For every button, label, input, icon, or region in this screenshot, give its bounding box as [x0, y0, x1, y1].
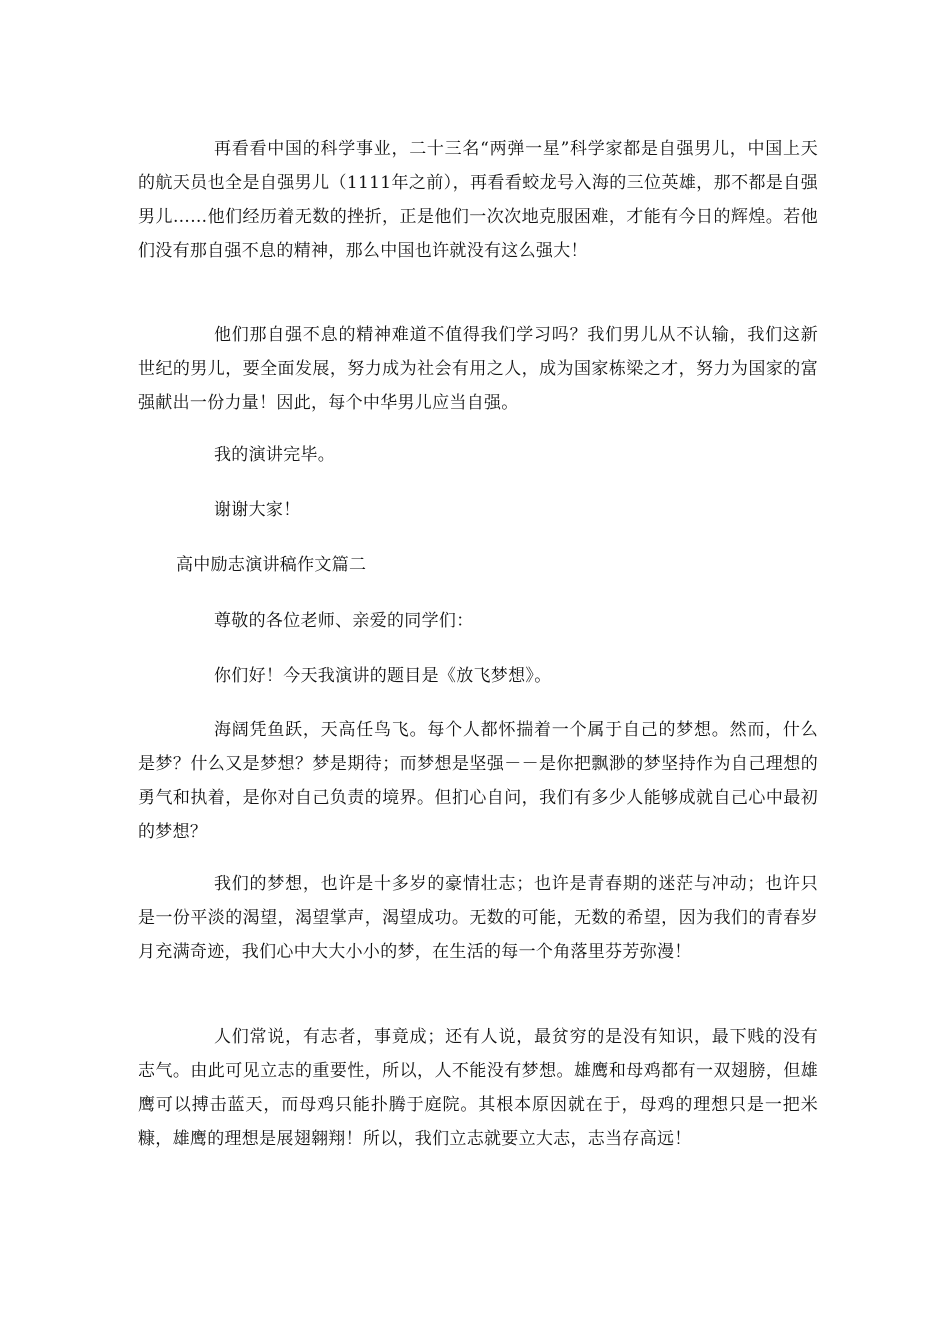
- paragraph-closing: 我的演讲完毕。: [214, 445, 336, 465]
- paragraph-thanks: 谢谢大家！: [214, 500, 301, 520]
- paragraph-science: 再看看中国的科学事业，二十三名“两弹一星”科学家都是自强男儿，中国上天的航天员也全是自强男儿（1111年之前），再看看蛟龙号入海的三位英雄，那不都是自强男儿……他们经历着无数的挫折，正是他们一次次地克服困难，才能有今日的辉煌。若他们没有那自强不息的精神，那么中国也许就没有这么强大！: [138, 139, 818, 261]
- paragraph-our-dreams: 我们的梦想，也许是十多岁的豪情壮志；也许是青春期的迷茫与冲动；也许只是一份平淡的渴望，渴望掌声，渴望成功。无数的可能，无数的希望，因为我们的青春岁月充满奇迹，我们心中大大小小的梦，在生活的每一个角落里芬芳弥漫！: [138, 874, 818, 962]
- section-title: 高中励志演讲稿作文篇二: [176, 555, 367, 575]
- paragraph-ambition: 人们常说，有志者，事竟成；还有人说，最贫穷的是没有知识，最下贱的没有志气。由此可见立志的重要性，所以，人不能没有梦想。雄鹰和母鸡都有一双翅膀，但雄鹰可以搏击蓝天，而母鸡只能扑腾于庭院。其根本原因就在于，母鸡的理想只是一把米糠，雄鹰的理想是展翅翱翔！所以，我们立志就要立大志，志当存高远！: [138, 1027, 818, 1149]
- paragraph-dream-intro: 海阔凭鱼跃，天高任鸟飞。每个人都怀揣着一个属于自己的梦想。然而，什么是梦？什么又是梦想？梦是期待；而梦想是坚强－－是你把飘渺的梦坚持作为自己理想的勇气和执着，是你对自己负责的境界。但扪心自问，我们有多少人能够成就自己心中最初的梦想？: [138, 720, 818, 842]
- paragraph-spirit: 他们那自强不息的精神难道不值得我们学习吗？我们男儿从不认输，我们这新世纪的男儿，要全面发展，努力成为社会有用之人，成为国家栋梁之才，努力为国家的富强献出一份力量！因此，每个中华男儿应当自强。: [138, 325, 818, 413]
- paragraph-topic: 你们好！今天我演讲的题目是《放飞梦想》。: [214, 666, 552, 686]
- paragraph-greeting: 尊敬的各位老师、亲爱的同学们：: [214, 611, 474, 631]
